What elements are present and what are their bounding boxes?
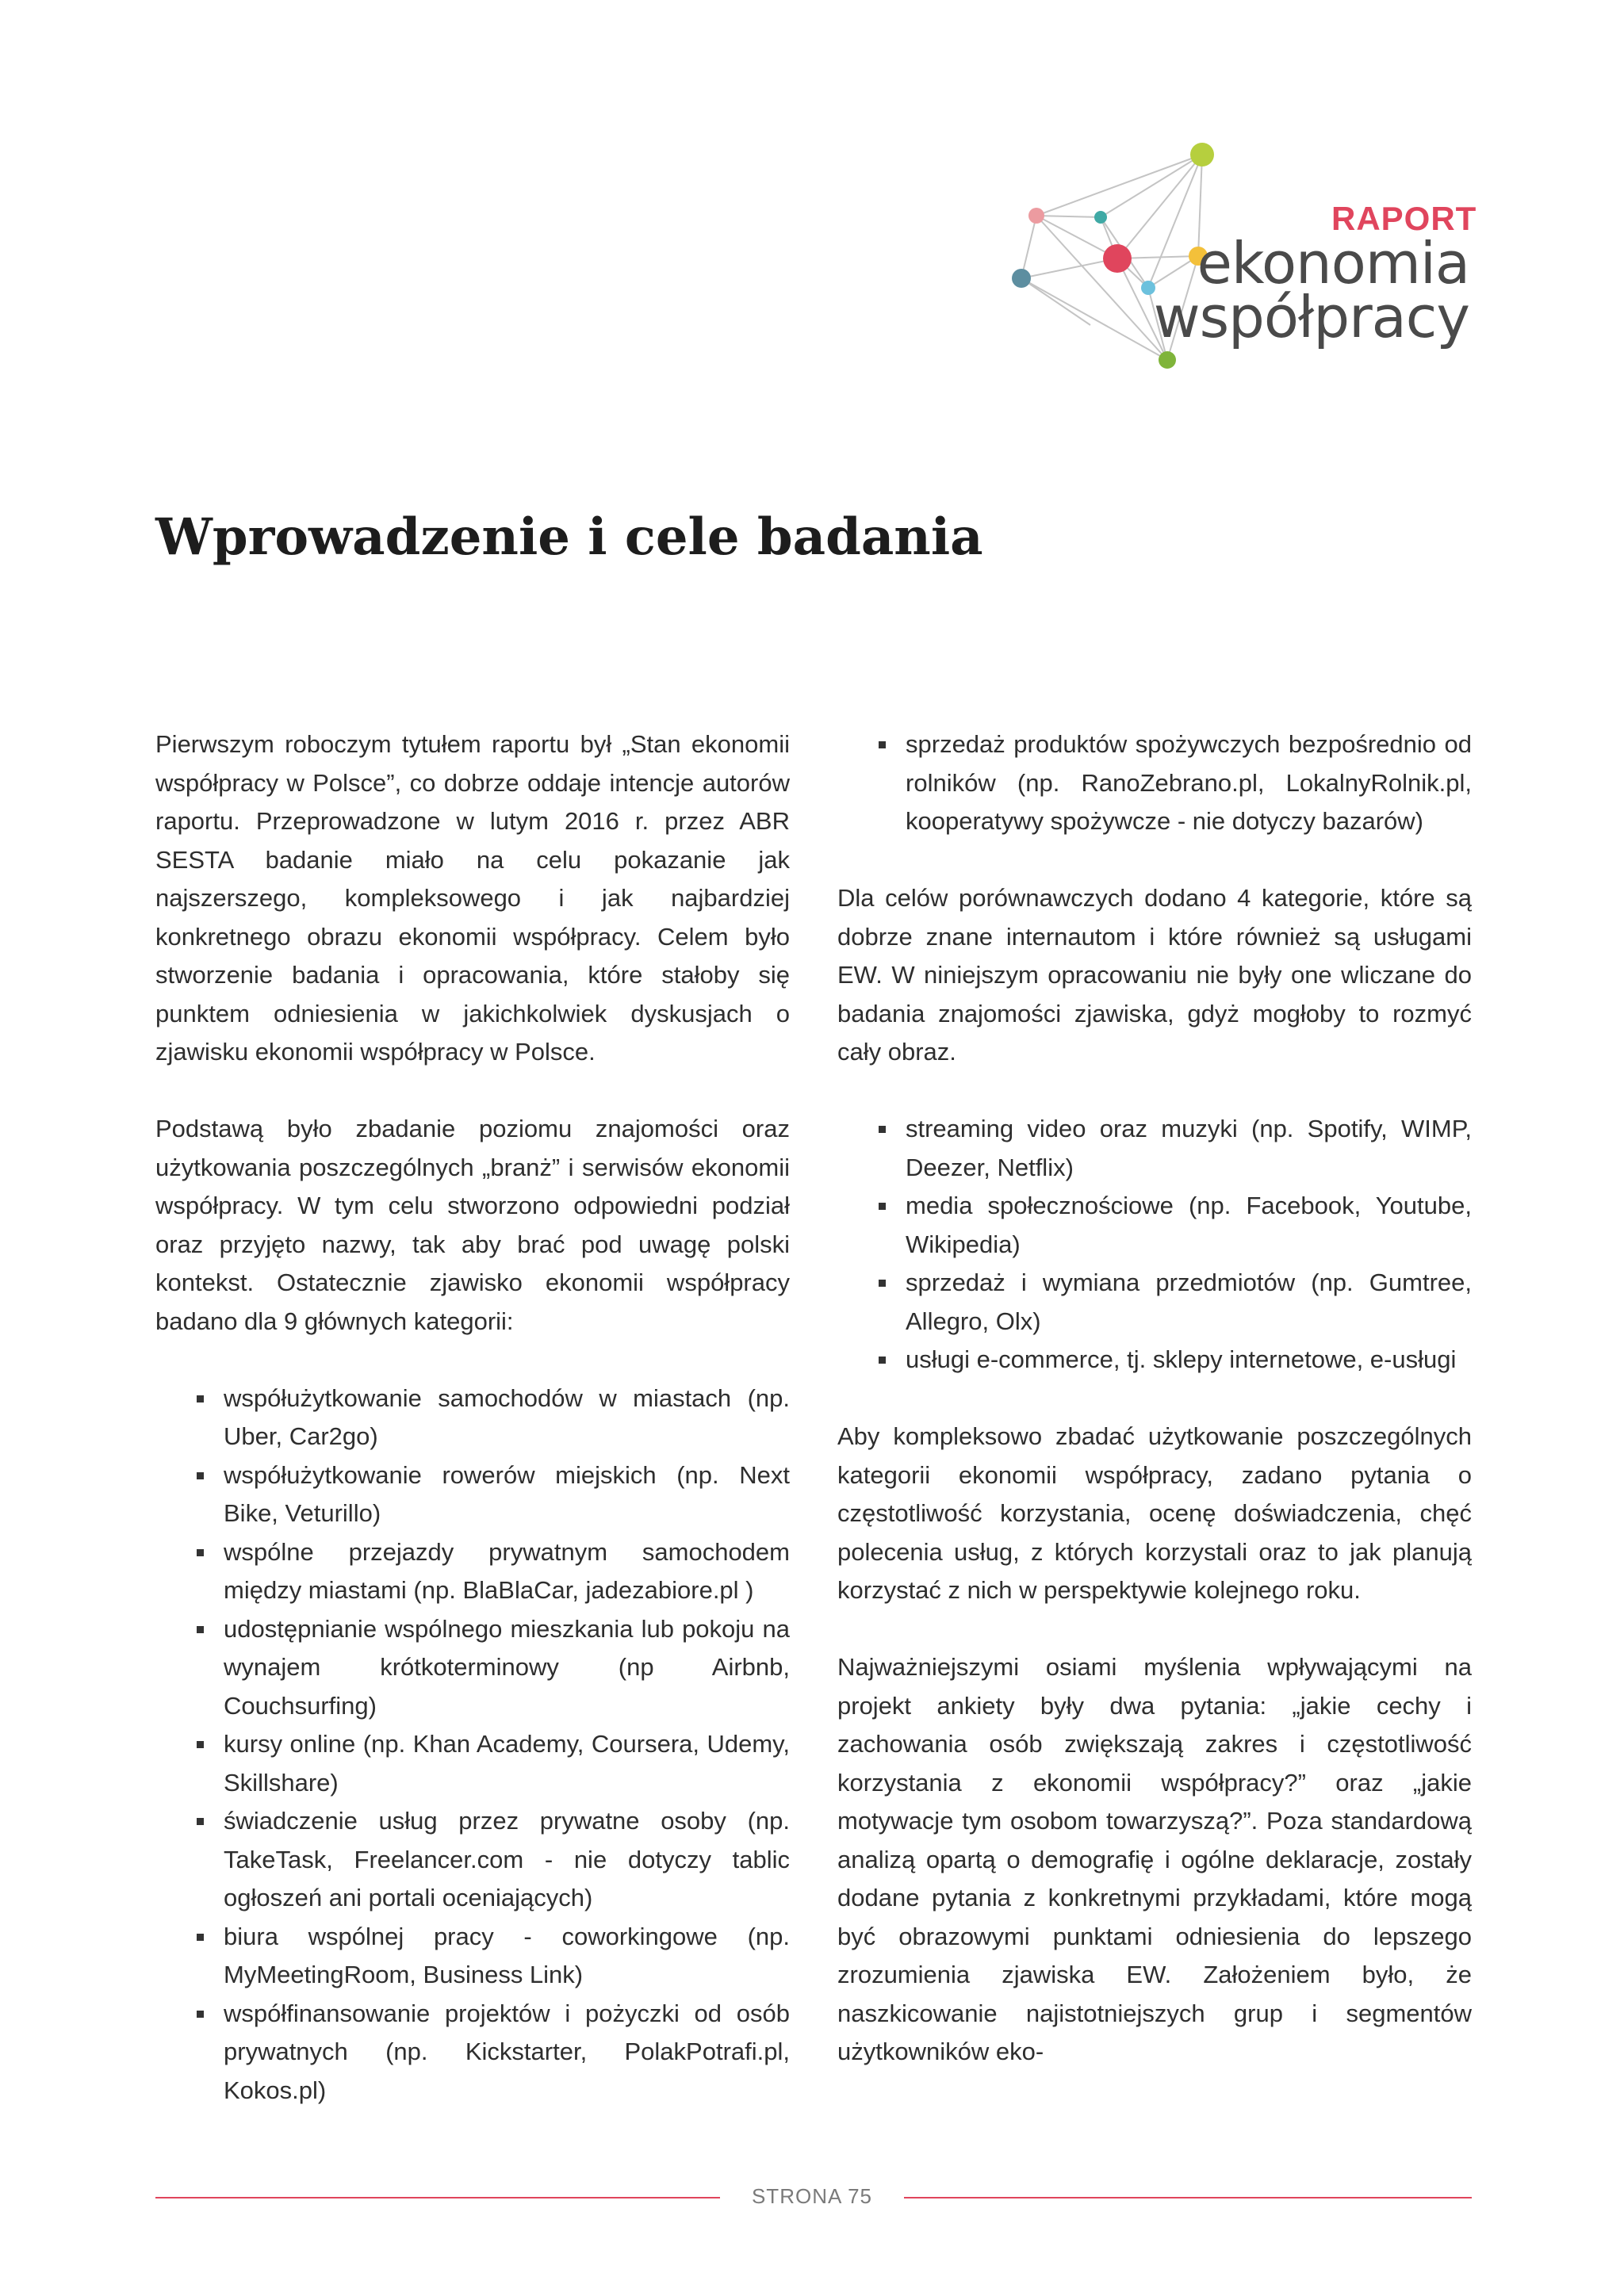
list-item: sprzedaż i wymiana przedmiotów (np. Gumtree, Allegro, Olx) [837, 1264, 1472, 1341]
list-item: współużytkowanie rowerów miejskich (np. Next Bike, Veturillo) [155, 1456, 790, 1533]
list-item: biura wspólnej pracy - coworkingowe (np. MyMeetingRoom, Business Link) [155, 1918, 790, 1995]
footer-divider-right [904, 2197, 1472, 2198]
report-logo [1003, 135, 1479, 373]
left-column [155, 725, 790, 2149]
list-item: wspólne przejazdy prywatnym samochodem między miastami (np. BlaBlaCar, jadezabiore.pl ) [155, 1533, 790, 1610]
list-item: udostępnianie wspólnego mieszkania lub pokoju na wynajem krótkoterminowy (np Airbnb, Couchsurfing) [155, 1610, 790, 1726]
logo-line-2: współpracy [1153, 284, 1469, 350]
list-item: media społecznościowe (np. Facebook, Youtube, Wikipedia) [837, 1187, 1472, 1264]
list-item: współużytkowanie samochodów w miastach (np. Uber, Car2go) [155, 1380, 790, 1456]
footer-divider-left [155, 2197, 720, 2198]
list-item: usługi e-commerce, tj. sklepy internetowe, e-usługi [837, 1341, 1472, 1380]
logo-raport-label: RAPORT [1331, 200, 1477, 237]
list-item: kursy online (np. Khan Academy, Coursera, Udemy, Skillshare) [155, 1725, 790, 1802]
comparison-list [837, 1110, 1472, 1380]
list-item: współfinansowanie projektów i pożyczki od osób prywatnych (np. Kickstarter, PolakPotrafi.pl, Kokos.pl) [155, 1995, 790, 2110]
logo-line-1: ekonomia [1197, 230, 1469, 297]
survey-axes-paragraph: Najważniejszymi osiami myślenia wpływającymi na projekt ankiety były dwa pytania: „jakie cechy i zachowania osób zwiększają zakres i częstotliwość korzystania z ekonomii współpracy?” oraz „jakie motywacje tym osobom towarzyszą?”. Poza standardową analizą opartą o demografię i ogólne deklaracje, zostały dodane pytania z konkretnymi przykładami, które mogą być obrazowymi punktami odniesienia do lepszego zrozumienia zjawiska EW. Założeniem było, że naszkicowanie najistotniejszych grup i segmentów użytkowników eko- [837, 1653, 1472, 2065]
usage-paragraph: Aby kompleksowo zbadać użytkowanie poszczególnych kategorii ekonomii współpracy, zadano pytania o częstotliwość korzystania, ocenę doświadczenia, chęć polecenia usług, z których korzystali oraz to jak planują korzystać z nich w perspektywie kolejnego roku. [837, 1422, 1472, 1604]
list-item: świadczenie usług przez prywatne osoby (np. TakeTask, Freelancer.com - nie dotyczy tablic ogłoszeń ani portali oceniających) [155, 1802, 790, 1918]
intro-paragraph: Pierwszym roboczym tytułem raportu był „Stan ekonomii współpracy w Polsce”, co dobrze oddaje intencje autorów raportu. Przeprowadzone w lutym 2016 r. przez ABR SESTA badanie miało na celu pokazanie jak najszerszego, kompleksowego i jak najbardziej konkretnego obrazu ekonomii współpracy. Celem było stworzenie badania i opracowania, które stałoby się punktem odniesienia w jakichkolwiek dyskusjach o zjawisku ekonomii współpracy w Polsce. [155, 730, 790, 1066]
right-column [837, 725, 1472, 2110]
comparison-paragraph: Dla celów porównawczych dodano 4 kategorie, które są dobrze znane internautom i które również są usługami EW. W niniejszym opracowaniu nie były one wliczane do badania znajomości zjawiska, gdyż mogłoby to rozmyć cały obraz. [837, 884, 1472, 1066]
list-item: streaming video oraz muzyki (np. Spotify, WIMP, Deezer, Netflix) [837, 1110, 1472, 1187]
page-number: STRONA 75 [751, 2184, 873, 2208]
categories-intro-paragraph: Podstawą było zbadanie poziomu znajomości oraz użytkowania poszczególnych „branż” i serwisów ekonomii współpracy. W tym celu stworzono odpowiedni podział oraz przyjęto nazwy, tak aby brać pod uwagę polski kontekst. Ostatecznie zjawisko ekonomii współpracy badano dla 9 głównych kategorii: [155, 1115, 790, 1335]
categories-list-continued [837, 725, 1472, 841]
page-title: Wprowadzenie i cele badania [155, 507, 983, 567]
list-item: sprzedaż produktów spożywczych bezpośrednio od rolników (np. RanoZebrano.pl, LokalnyRolnik.pl, kooperatywy spożywcze - nie dotyczy bazarów) [837, 725, 1472, 841]
categories-list [155, 1380, 790, 2110]
